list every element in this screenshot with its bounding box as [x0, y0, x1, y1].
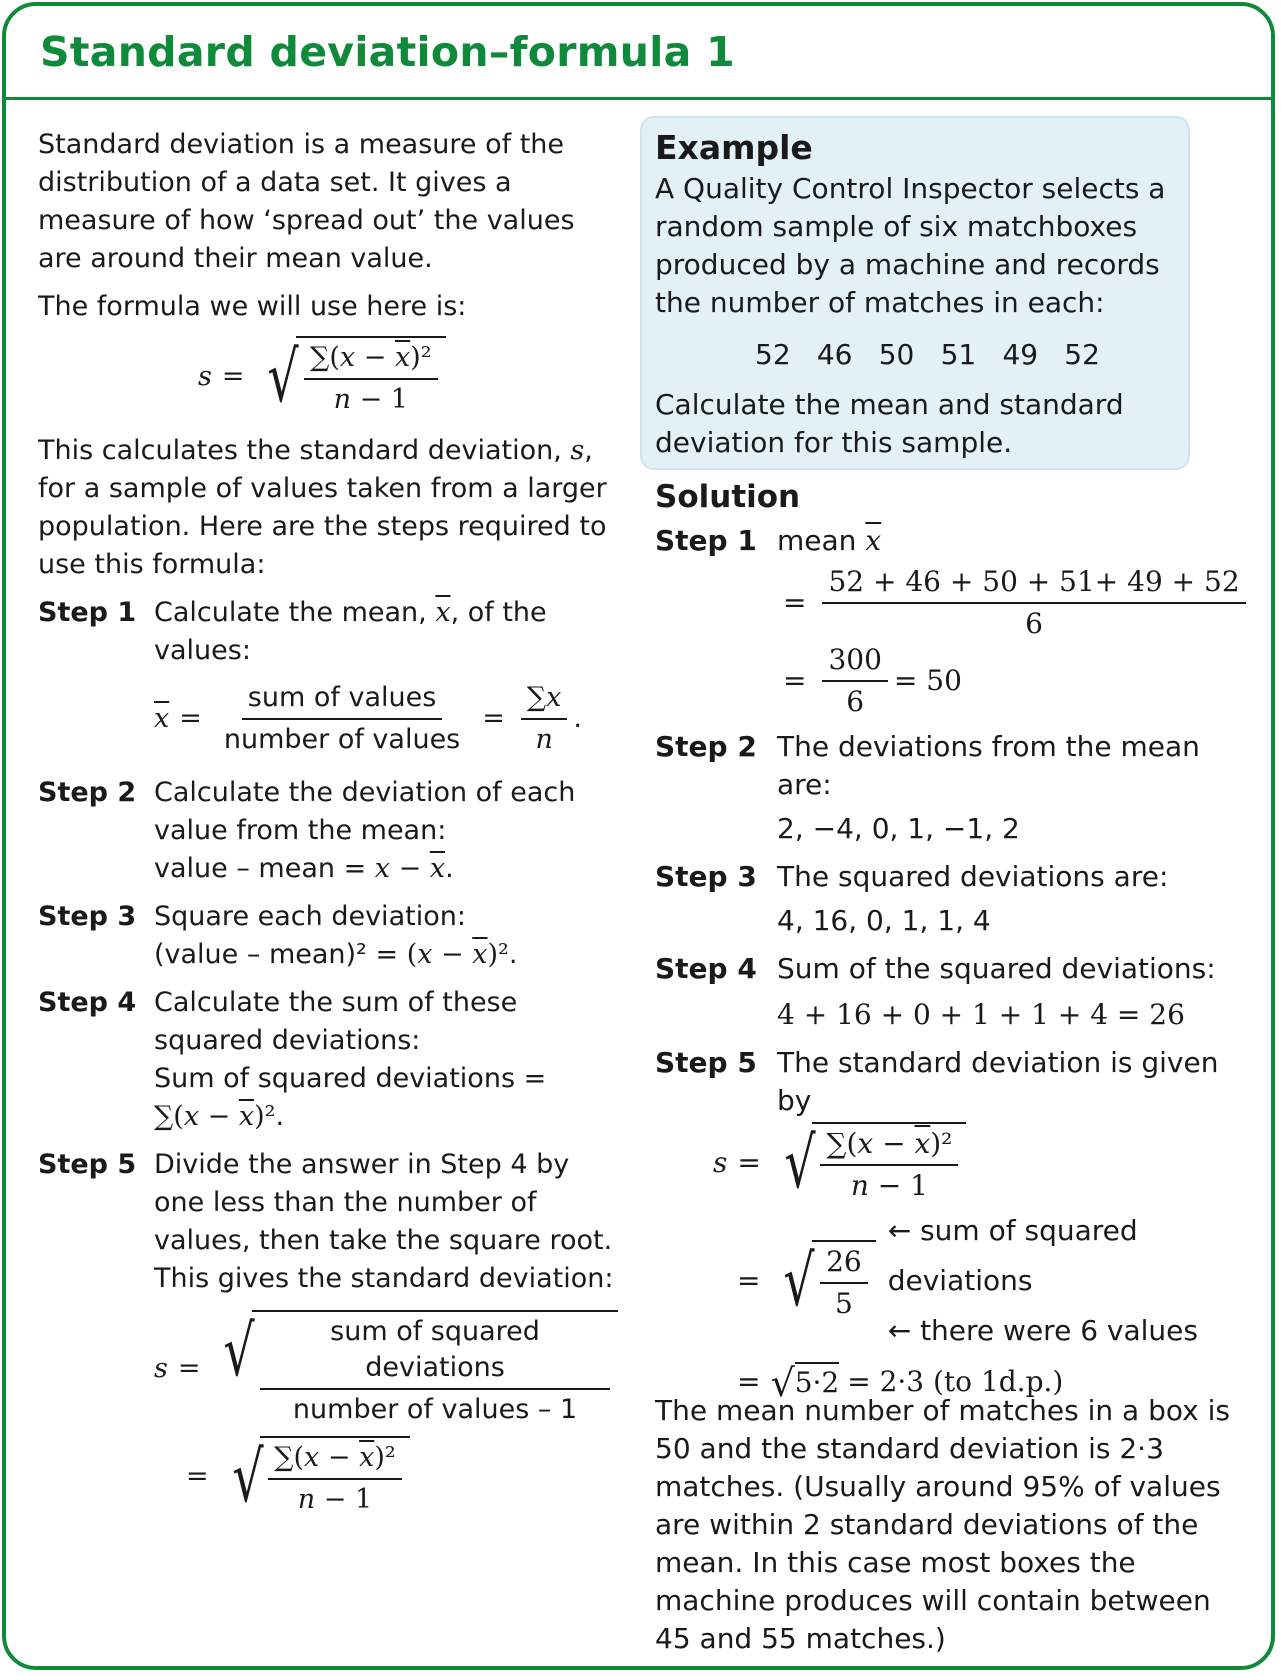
left-step-4: Step 4 Calculate the sum of these squared deviations: Sum of squared deviations = $\sum(x - \overline{x})^2$. — [38, 984, 618, 1136]
solution — [655, 478, 1255, 1405]
solution-step-5: Step 5 The standard deviation is given by — [655, 1046, 1219, 1117]
step-label: Step 5 — [38, 1149, 137, 1180]
title-divider — [6, 97, 1271, 100]
formula-intro: The formula we will use here is: — [38, 291, 467, 322]
mean-formula: $\overline{x}$ = $\frac{\text{sum of values}}{\text{number of values}}$ = $\frac{\sum x}{n}$ . — [154, 682, 582, 755]
example-question: Calculate the mean and standard deviation for this sample. — [655, 388, 1124, 459]
squared-deviations: 4, 16, 0, 1, 1, 4 — [777, 904, 991, 937]
sample-value: 50 — [878, 338, 915, 371]
example-content — [655, 128, 1180, 462]
page-title: Standard deviation–formula 1 — [40, 28, 736, 76]
intro-paragraph: Standard deviation is a measure of the distribution of a data set. It gives a measure of how ‘spread out’ the values are around their mean value. — [38, 129, 575, 274]
mean-calc: = $\frac{52 + 46 + 50 + 51+ 49 + 52}{6}$ — [783, 564, 1255, 642]
sample-value: 51 — [940, 338, 977, 371]
step-label: Step 3 — [38, 901, 137, 932]
left-column — [38, 126, 618, 1528]
left-step-5: Step 5 Divide the answer in Step 4 by one less than the number of values, then take the square root. This gives the standard deviation: s = √ $\frac{\text{sum of squared deviations}}{\text{number of values – 1}}$ = √ $\frac{\sum(x - \overline{x})^2}{n - 1}$ — [38, 1146, 618, 1518]
example-heading: Example — [655, 128, 813, 167]
sample-value: 49 — [1002, 338, 1039, 371]
solution-step-3: Step 3 The squared deviations are: — [655, 860, 1169, 893]
left-step-1: Step 1 Calculate the mean, $\overline{x}$, of the values: $\overline{x}$ = $\frac{\text{sum of values}}{\text{number of values}}$ = $\frac{\sum x}{n}$ . — [38, 594, 618, 764]
sd-result: = √ 5·2 = 2·3 (to 1d.p.) — [737, 1361, 1064, 1405]
sd-formula-solution: s = √ $\frac{\sum(x - \overline{x})^2}{n - 1}$ — [713, 1122, 1255, 1204]
sqrt-symbol: √ $\frac{\sum(x - \overline{x})^2}{n - 1}$ — [254, 336, 445, 418]
solution-step-4: Step 4 Sum of the squared deviations: — [655, 952, 1216, 985]
note-count: ← there were 6 values — [887, 1314, 1198, 1347]
mean-result: = $\frac{300}{6}$ = 50 — [783, 643, 962, 718]
step-label: Step 4 — [38, 987, 137, 1018]
sample-value: 52 — [1064, 338, 1100, 371]
solution-step-1: Step 1 mean $\overline{x}$ — [655, 524, 882, 557]
sample-value: 46 — [816, 338, 853, 371]
left-step-3: Step 3 Square each deviation: (value – mean)² = $(x - \overline{x})^2$. — [38, 898, 618, 974]
sum-squared: 4 + 16 + 0 + 1 + 1 + 4 = 26 — [777, 998, 1185, 1031]
formula-explanation: This calculates the standard deviation, s, for a sample of values taken from a larger population. Here are the steps required to use this formula: — [38, 435, 607, 580]
conclusion: The mean number of matches in a box is 50 and the standard deviation is 2·3 matches. (Usually around 95% of values are within 2 standard deviations of the mean. In this case most boxes the machine produces will contain between 45 and 55 matches.) — [655, 1394, 1230, 1655]
sd-formula-symbols: = √ $\frac{\sum(x - \overline{x})^2}{n - 1}$ — [176, 1436, 618, 1518]
solution-heading: Solution — [655, 479, 801, 515]
step-label: Step 1 — [38, 597, 137, 628]
left-step-2: Step 2 Calculate the deviation of each value from the mean: value – mean = $x - \overline{x}$. — [38, 774, 618, 888]
sd-formula-words: s = √ $\frac{\text{sum of squared deviations}}{\text{number of values – 1}}$ — [154, 1310, 618, 1428]
example-text: A Quality Control Inspector selects a random sample of six matchboxes produced by a machine and records the number of matches in each: — [655, 172, 1166, 319]
sd-formula-main: s = √ $\frac{\sum(x - \overline{x})^2}{n - 1}$ — [198, 336, 618, 418]
note-sum: ← sum of squared deviations — [887, 1214, 1138, 1297]
deviations: 2, −4, 0, 1, −1, 2 — [777, 812, 1020, 845]
sample-value: 52 — [755, 338, 791, 371]
solution-step-2: Step 2 The deviations from the mean are: — [655, 730, 1200, 801]
step-label: Step 2 — [38, 777, 137, 808]
sd-substitution: = √ $\frac{26}{5}$ ← sum of squared deviations ← there were 6 values — [727, 1206, 1255, 1356]
sample-values — [755, 336, 1100, 374]
